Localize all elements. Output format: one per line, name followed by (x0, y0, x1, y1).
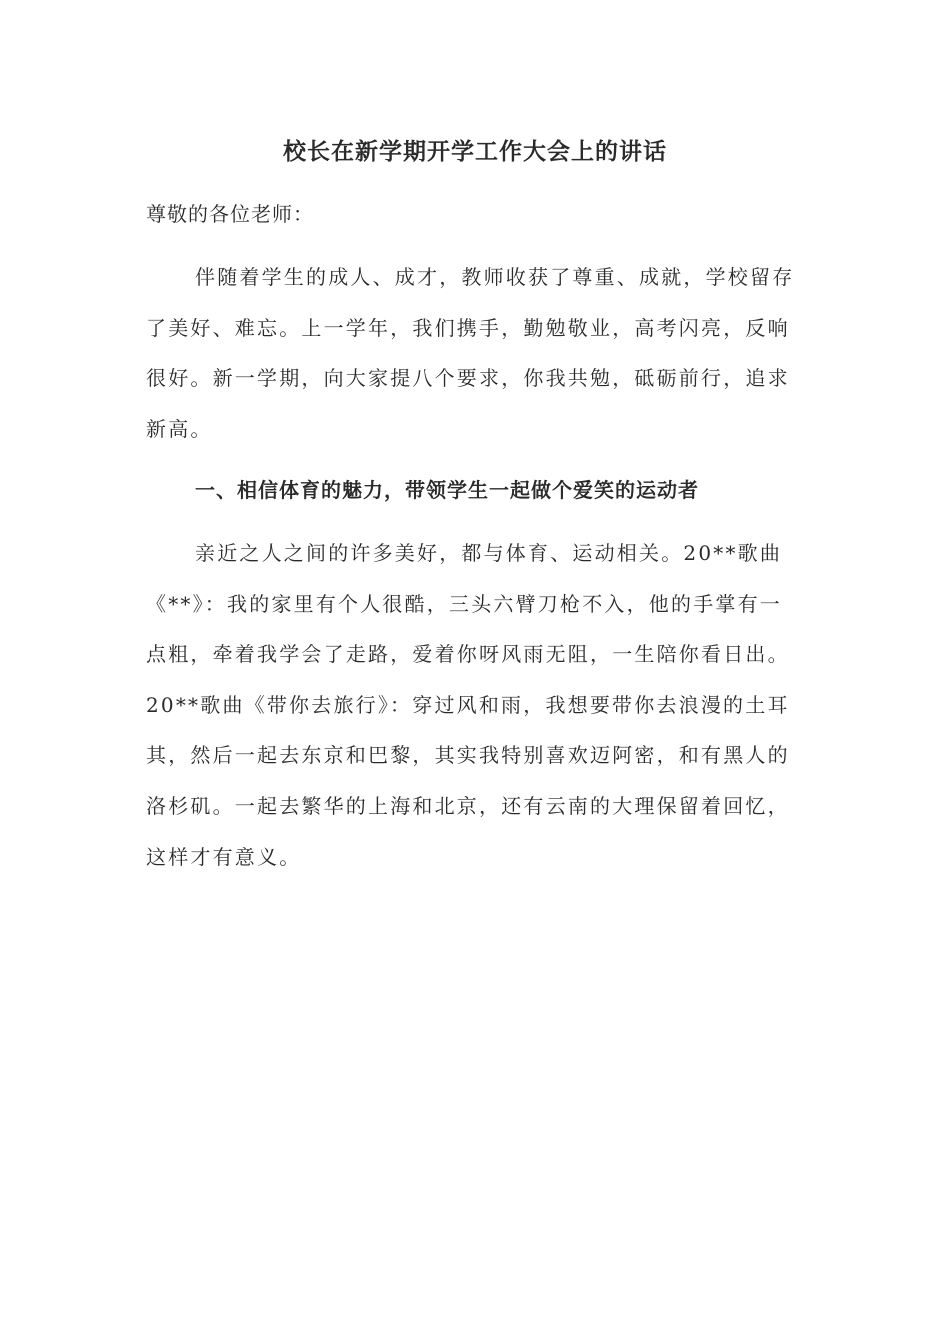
paragraph-line: 这样才有意义。 (146, 844, 302, 869)
paragraph-line: 新高。 (146, 416, 213, 441)
paragraph-line: 20**歌曲《带你去旅行》：穿过风和雨，我想要带你去浪漫的土耳 (146, 692, 790, 717)
paragraph-line: 点粗，牵着我学会了走路，爱着你呀风雨无阻，一生陪你看日出。 (146, 642, 790, 667)
paragraph-line: 伴随着学生的成人、成才，教师收获了尊重、成就，学校留存 (195, 265, 795, 289)
document-title: 校长在新学期开学工作大会上的讲话 (283, 138, 667, 165)
paragraph-line: 其，然后一起去东京和巴黎，其实我特别喜欢迈阿密，和有黑人的 (146, 743, 790, 768)
paragraph-2 (146, 528, 806, 882)
paragraph-line: 很好。新一学期，向大家提八个要求，你我共勉，砥砺前行，追求 (146, 366, 790, 391)
paragraph-line: 《**》：我的家里有个人很酷，三头六臂刀枪不入，他的手掌有一 (146, 591, 782, 616)
paragraph-line: 了美好、难忘。上一学年，我们携手，勤勉敬业，高考闪亮，反响 (146, 315, 790, 340)
section-heading: 一、相信体育的魅力，带领学生一起做个爱笑的运动者 (195, 478, 699, 502)
paragraph-line: 亲近之人之间的许多美好，都与体育、运动相关。20**歌曲 (195, 541, 783, 565)
paragraph-line: 洛杉矶。一起去繁华的上海和北京，还有云南的大理保留着回忆， (146, 793, 790, 818)
paragraph-1 (146, 252, 806, 454)
salutation: 尊敬的各位老师： (146, 202, 314, 226)
